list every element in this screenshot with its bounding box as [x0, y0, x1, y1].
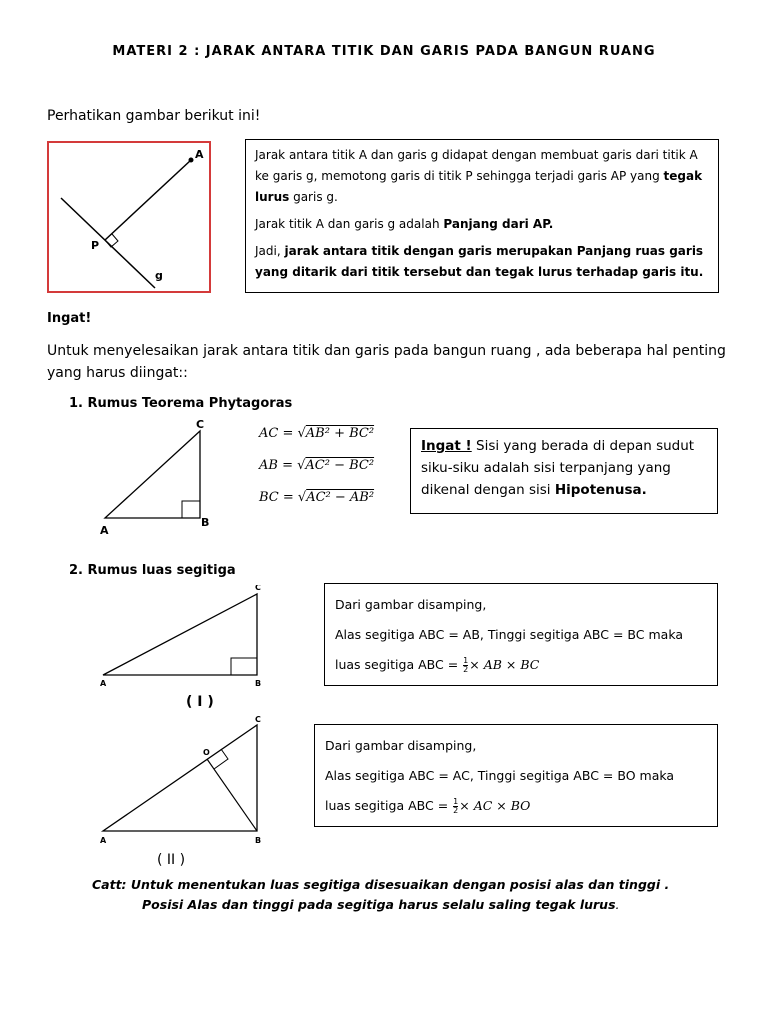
figure-point-line-svg	[49, 143, 209, 291]
figure-II-label: ( II )	[157, 852, 186, 868]
area-II-line2: Alas segitiga ABC = AC, Tinggi segitiga ABC = BO maka	[325, 768, 675, 783]
fraction-half	[453, 798, 458, 815]
formula-ab	[259, 458, 374, 473]
label-b: B	[255, 679, 262, 688]
figure-triangle-I	[95, 585, 270, 694]
hypotenuse-note-box	[410, 428, 718, 514]
height-bo	[207, 759, 257, 831]
label-p: P	[91, 239, 100, 252]
figure-triangle-II-svg	[95, 713, 270, 848]
section1-heading: 1. Rumus Teorema Phytagoras	[69, 396, 293, 411]
area-II-line3	[325, 791, 707, 821]
formula-ac-lhs: AC =	[259, 426, 298, 441]
label-b: B	[201, 516, 210, 529]
label-a: A	[100, 679, 107, 688]
note-line-2-text: Posisi Alas dan tinggi pada segitiga harus selalu saling tegak lurus	[142, 897, 616, 912]
label-o: O	[203, 748, 210, 757]
label-a: A	[100, 836, 107, 845]
definition-box	[245, 139, 719, 293]
def-bold-3: jarak antara titik dengan garis merupakan Panjang ruas garis yang ditarik dari titik tersebut dan tegak lurus terhadap garis itu.	[255, 244, 704, 279]
area-box-I	[324, 583, 718, 686]
note-bold: Hipotenusa.	[554, 482, 647, 498]
label-g: g	[155, 269, 163, 282]
figure-I-label: ( I )	[186, 694, 214, 710]
section2-heading: 2. Rumus luas segitiga	[69, 563, 236, 578]
note-text: Sisi yang berada di depan sudut siku-siku adalah sisi terpanjang yang dikenal dengan sisi	[421, 438, 695, 498]
right-angle-mark	[105, 234, 118, 247]
figure-pythagoras	[95, 418, 225, 542]
formula-bc	[259, 490, 374, 505]
triangle-abc	[105, 431, 200, 518]
label-c: C	[255, 715, 261, 724]
fraction-half	[463, 657, 468, 674]
area-I-line1: Dari gambar disamping,	[335, 597, 487, 612]
note-line-2: Posisi Alas dan tinggi pada segitiga harus selalu saling tegak lurus.	[142, 897, 620, 912]
figure-triangle-I-svg	[95, 585, 270, 690]
area-II-formula: × AC × BO	[459, 798, 531, 813]
label-c: C	[196, 418, 205, 431]
note-line-1: Catt: Untuk menentukan luas segitiga disesuaikan dengan posisi alas dan tinggi .	[92, 877, 670, 892]
label-b: B	[255, 836, 262, 845]
fraction-num: 1	[453, 797, 459, 806]
sqrt-icon: √	[297, 490, 307, 505]
formula-ab-rhs: AC² − BC²	[305, 458, 375, 473]
intro-paragraph: Untuk menyelesaikan jarak antara titik dan garis pada bangun ruang , ada beberapa hal penting yang harus diingat::	[47, 343, 726, 381]
area-II-formula-prefix: luas segitiga ABC =	[325, 798, 453, 813]
figure-pythagoras-svg	[95, 418, 225, 538]
fraction-den: 2	[453, 806, 459, 815]
right-angle-mark	[214, 749, 228, 769]
def-text-1: Jarak antara titik A dan garis g didapat dengan membuat garis dari titik A ke garis g, memotong garis di titik P sehingga terjadi garis AP yang	[255, 148, 698, 183]
segment-ap	[105, 160, 191, 240]
area-I-formula: × AB × BC	[469, 657, 540, 672]
def-text-3: Jadi,	[255, 244, 285, 258]
area-I-line2: Alas segitiga ABC = AB, Tinggi segitiga ABC = BC maka	[335, 627, 683, 642]
def-text-1-end: garis g.	[289, 190, 338, 204]
formula-bc-rhs: AC² − AB²	[306, 490, 375, 505]
figure-triangle-II	[95, 713, 270, 852]
formula-bc-lhs: BC =	[259, 490, 298, 505]
note-title: Ingat !	[421, 438, 472, 454]
def-bold-2: Panjang dari AP.	[443, 217, 554, 231]
area-box-II	[314, 724, 718, 827]
ingat-heading: Ingat!	[47, 311, 92, 326]
intro-text: Perhatikan gambar berikut ini!	[47, 108, 261, 124]
triangle-abc-II	[103, 725, 257, 831]
triangle-abc-I	[103, 594, 257, 675]
right-angle-mark	[182, 501, 200, 518]
area-I-line3	[335, 650, 707, 680]
sqrt-icon: √	[297, 426, 306, 441]
formula-ab-lhs: AB =	[259, 458, 298, 473]
label-a: A	[195, 148, 204, 161]
figure-point-line	[47, 141, 211, 293]
right-angle-mark	[231, 658, 257, 675]
formula-ac-rhs: AB² + BC²	[305, 426, 375, 441]
point-a	[189, 158, 194, 163]
fraction-num: 1	[463, 656, 469, 665]
def-text-2: Jarak titik A dan garis g adalah	[255, 217, 444, 231]
fraction-den: 2	[463, 665, 469, 674]
sqrt-icon: √	[297, 458, 306, 473]
area-I-formula-prefix: luas segitiga ABC =	[335, 657, 463, 672]
page-title: MATERI 2 : JARAK ANTARA TITIK DAN GARIS PADA BANGUN RUANG	[112, 44, 656, 59]
label-a: A	[100, 524, 109, 537]
area-II-line1: Dari gambar disamping,	[325, 738, 477, 753]
def-bold-1: tegak lurus	[255, 169, 703, 204]
formula-ac	[259, 426, 374, 441]
label-c: C	[255, 585, 261, 592]
